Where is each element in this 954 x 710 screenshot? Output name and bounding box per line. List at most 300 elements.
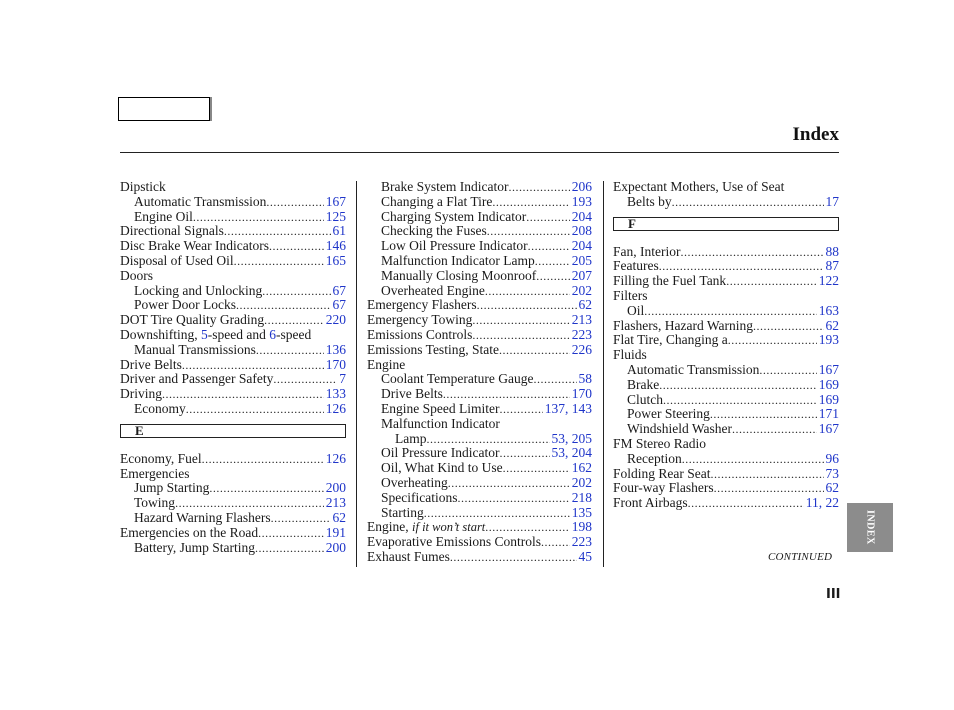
index-entry[interactable] <box>367 269 592 284</box>
index-entry[interactable] <box>120 343 346 358</box>
index-entry-label: Driving <box>120 387 162 402</box>
index-entry-label: Brake System Indicator <box>381 180 509 194</box>
page-link[interactable]: 67 <box>332 283 346 298</box>
dot-leader <box>536 269 570 284</box>
page-link[interactable]: 87 <box>825 259 839 274</box>
page-references <box>817 407 839 422</box>
index-entry[interactable] <box>613 481 839 496</box>
index-entry-label: Locking and Unlocking <box>134 283 263 298</box>
index-entry-label: Emergency Towing <box>367 313 473 328</box>
index-entry[interactable] <box>367 432 592 447</box>
dot-leader <box>175 496 324 511</box>
dot-leader <box>477 298 577 313</box>
index-entry[interactable] <box>120 313 346 328</box>
dot-leader <box>258 526 324 541</box>
page-references <box>817 363 839 378</box>
index-entry <box>120 180 346 195</box>
page-references <box>824 259 840 274</box>
dot-leader <box>236 298 331 313</box>
index-entry[interactable] <box>367 506 592 521</box>
page-link[interactable]: 53 <box>551 431 565 446</box>
index-entry[interactable] <box>120 254 346 269</box>
page-link[interactable]: 146 <box>325 239 346 254</box>
index-entry[interactable] <box>367 343 592 358</box>
index-entry[interactable] <box>613 245 839 260</box>
index-entry-label: Filling the Fuel Tank <box>613 274 727 289</box>
index-entry-label: Belts by <box>627 194 672 209</box>
page-references <box>577 298 593 313</box>
page-link[interactable]: 207 <box>571 268 592 283</box>
page-references: 53, 205 <box>551 431 592 446</box>
index-entry[interactable] <box>367 535 592 550</box>
page-link[interactable]: 191 <box>325 525 346 540</box>
page-references <box>570 180 592 195</box>
page-link[interactable]: 133 <box>325 387 346 402</box>
index-entry-label: Disc Brake Wear Indicators <box>120 239 269 254</box>
index-entry[interactable] <box>613 422 839 437</box>
index-entry[interactable] <box>367 520 592 535</box>
page-link[interactable]: 205 <box>571 253 592 268</box>
dot-leader <box>672 195 824 210</box>
dot-leader <box>234 254 324 269</box>
index-entry[interactable] <box>367 328 592 343</box>
index-entry-label: Directional Signals <box>120 224 224 239</box>
index-entry[interactable] <box>367 298 592 313</box>
page-link[interactable]: 45 <box>578 549 592 564</box>
index-entry-label: Engine, if it won’t start <box>367 520 486 535</box>
page-title: Index <box>792 124 839 145</box>
page-link[interactable]: 135 <box>571 505 592 520</box>
index-column-2 <box>367 180 592 565</box>
page-link[interactable]: 169 <box>818 377 839 392</box>
index-entry-label: Downshifting, 5-speed and 6-speed <box>120 327 312 342</box>
index-entry[interactable] <box>367 446 592 461</box>
index-entry[interactable] <box>367 284 592 299</box>
page-references <box>331 298 347 313</box>
dot-leader <box>269 239 324 254</box>
index-entry-label: Disposal of Used Oil <box>120 253 234 268</box>
index-entry[interactable] <box>613 274 839 289</box>
dot-leader <box>499 402 542 417</box>
page-link[interactable]: 170 <box>325 357 346 372</box>
index-entry-label: Automatic Transmission <box>627 362 760 377</box>
index-entry[interactable] <box>367 476 592 491</box>
page-link[interactable]: 223 <box>571 535 592 550</box>
index-entry-label: Emissions Controls <box>367 327 473 342</box>
index-entry-label: Oil <box>627 303 645 318</box>
index-entry[interactable] <box>367 550 592 565</box>
index-entry-label: Battery, Jump Starting <box>134 540 255 555</box>
page-references <box>817 304 839 319</box>
page-link[interactable]: 17 <box>825 194 839 209</box>
dot-leader <box>644 304 816 319</box>
page-link[interactable]: 202 <box>571 475 592 490</box>
index-entry-label: Low Oil Pressure Indicator <box>381 239 528 254</box>
dot-leader <box>753 319 824 334</box>
page-link[interactable]: 204 <box>571 209 592 224</box>
index-entry-label: Flat Tire, Changing a <box>613 333 728 348</box>
index-entry <box>120 467 346 482</box>
header-tab-box <box>118 97 210 121</box>
index-entry[interactable] <box>120 541 346 556</box>
dot-leader <box>202 452 324 467</box>
dot-leader <box>659 259 824 274</box>
index-entry-label: Economy, Fuel <box>120 451 202 466</box>
dot-leader <box>186 402 324 417</box>
page-link[interactable]: 223 <box>571 327 592 342</box>
index-entry[interactable] <box>120 210 346 225</box>
page-link[interactable]: 165 <box>325 253 346 268</box>
page-references <box>824 452 840 467</box>
page-references <box>570 387 592 402</box>
page-link[interactable]: 167 <box>818 422 839 437</box>
index-entry[interactable] <box>613 304 839 319</box>
index-entry-label: Dipstick <box>120 180 166 194</box>
index-entry[interactable] <box>120 239 346 254</box>
dot-leader <box>682 452 824 467</box>
page-link[interactable]: 96 <box>825 451 839 466</box>
page-link[interactable]: 22 <box>825 496 839 511</box>
dot-leader <box>503 461 570 476</box>
index-entry[interactable] <box>613 452 839 467</box>
index-entry-label: Manual Transmissions <box>134 342 256 357</box>
dot-leader <box>485 520 569 535</box>
dot-leader <box>728 333 817 348</box>
page-link[interactable]: 126 <box>325 401 346 416</box>
page-link[interactable]: 88 <box>825 244 839 259</box>
index-entry-label: Front Airbags <box>613 496 688 511</box>
page-references <box>824 481 840 496</box>
page-references <box>577 550 593 565</box>
page-references <box>817 393 839 408</box>
index-entry-label: Overheated Engine <box>381 283 485 298</box>
index-entry[interactable] <box>120 452 346 467</box>
dot-leader <box>487 224 570 239</box>
index-entry[interactable] <box>367 491 592 506</box>
dot-leader <box>534 372 577 387</box>
index-side-tab[interactable] <box>847 503 893 552</box>
dot-leader <box>526 210 570 225</box>
index-entry[interactable] <box>613 195 839 210</box>
index-letter-heading: E <box>120 424 346 438</box>
page-link[interactable]: 204 <box>571 446 592 461</box>
index-entry-label: Engine Oil <box>134 209 193 224</box>
page-references <box>331 284 347 299</box>
page-references <box>324 526 346 541</box>
side-tab-label: INDEX <box>864 510 876 545</box>
page-references <box>324 343 346 358</box>
page-link[interactable]: 58 <box>578 372 592 387</box>
page-link[interactable]: 208 <box>571 224 592 239</box>
page-link[interactable]: 126 <box>325 451 346 466</box>
page-references <box>570 520 592 535</box>
index-entry-label: Malfunction Indicator Lamp <box>381 253 535 268</box>
dot-leader <box>541 535 570 550</box>
index-entry-label: Power Steering <box>627 407 710 422</box>
index-entry-label: Jump Starting <box>134 481 210 496</box>
index-entry-label: Changing a Flat Tire <box>381 194 493 209</box>
page-references <box>570 284 592 299</box>
index-entry[interactable] <box>367 224 592 239</box>
index-entry <box>120 328 346 343</box>
page-link[interactable]: 213 <box>325 496 346 511</box>
page-link[interactable]: 202 <box>571 283 592 298</box>
page-references <box>331 511 347 526</box>
index-entry <box>613 180 839 195</box>
index-entry[interactable] <box>367 254 592 269</box>
page-references <box>817 274 839 289</box>
page-link[interactable]: 226 <box>571 342 592 357</box>
page-link[interactable]: 171 <box>818 407 839 422</box>
continued-label: CONTINUED <box>768 551 833 563</box>
index-entry[interactable] <box>613 496 839 511</box>
index-entry[interactable] <box>613 333 839 348</box>
index-entry <box>613 348 839 363</box>
page-references <box>570 506 592 521</box>
page-references <box>824 245 840 260</box>
index-column-3 <box>613 180 839 511</box>
dot-leader <box>508 180 569 195</box>
index-entry-label: Specifications <box>381 490 458 505</box>
page-link[interactable]: 143 <box>571 401 592 416</box>
dot-leader <box>680 245 823 260</box>
page-references <box>570 210 592 225</box>
page-link[interactable]: 213 <box>571 313 592 328</box>
page-references <box>824 467 840 482</box>
index-entry[interactable] <box>120 387 346 402</box>
index-entry-label: Fan, Interior <box>613 244 681 259</box>
page-references <box>570 254 592 269</box>
index-entry-label: Windshield Washer <box>627 422 732 437</box>
page-references <box>570 535 592 550</box>
page-references: 11, 22 <box>805 496 839 511</box>
index-entry[interactable] <box>367 180 592 195</box>
page-references <box>570 461 592 476</box>
page-link[interactable]: 53 <box>551 446 565 461</box>
page-references <box>324 358 346 373</box>
index-entry[interactable] <box>613 393 839 408</box>
page-references: 53, 204 <box>551 446 592 461</box>
index-entry[interactable] <box>120 526 346 541</box>
dot-leader <box>710 407 817 422</box>
index-entry-label: Doors <box>120 268 153 283</box>
index-entry-label: Engine <box>367 357 406 372</box>
dot-leader <box>759 363 816 378</box>
page-references <box>570 269 592 284</box>
page-references <box>824 195 840 210</box>
page-number: III <box>826 587 841 602</box>
page-link[interactable]: 162 <box>571 461 592 476</box>
dot-leader <box>162 387 324 402</box>
index-entry[interactable] <box>120 402 346 417</box>
index-entry[interactable] <box>120 481 346 496</box>
index-entry[interactable] <box>613 319 839 334</box>
page-references: 137, 143 <box>544 401 592 416</box>
page-references <box>824 319 840 334</box>
index-entry[interactable] <box>367 387 592 402</box>
page-link[interactable]: 200 <box>325 481 346 496</box>
page-link[interactable]: 163 <box>818 303 839 318</box>
index-entry[interactable] <box>120 298 346 313</box>
dot-leader <box>732 422 817 437</box>
index-entry-label: Hazard Warning Flashers <box>134 510 271 525</box>
index-entry-label: Filters <box>613 288 648 303</box>
dot-leader <box>264 313 324 328</box>
page-link[interactable]: 204 <box>571 239 592 254</box>
index-entry[interactable] <box>613 467 839 482</box>
index-entry <box>613 437 839 452</box>
index-entry <box>120 269 346 284</box>
index-entry-label: Fluids <box>613 348 647 363</box>
dot-leader <box>485 284 570 299</box>
column-divider <box>356 181 357 567</box>
dot-leader <box>255 541 324 556</box>
page-link[interactable]: 62 <box>332 510 346 525</box>
page-link[interactable]: 205 <box>571 431 592 446</box>
index-entry[interactable] <box>367 210 592 225</box>
dot-leader <box>688 496 804 511</box>
index-entry-label: Malfunction Indicator <box>381 416 500 431</box>
index-entry[interactable] <box>613 407 839 422</box>
page-link[interactable]: 7 <box>339 372 346 387</box>
page-references <box>570 328 592 343</box>
dot-leader <box>450 550 577 565</box>
dot-leader <box>499 446 549 461</box>
page-link[interactable]: 137 <box>544 401 565 416</box>
index-entry-label: Features <box>613 259 659 274</box>
page-link[interactable]: 62 <box>578 298 592 313</box>
index-entry <box>367 417 592 432</box>
page-link[interactable]: 62 <box>825 318 839 333</box>
page-link[interactable]: 220 <box>325 313 346 328</box>
title-rule <box>120 152 839 153</box>
index-entry[interactable] <box>367 461 592 476</box>
index-entry[interactable] <box>367 402 592 417</box>
dot-leader <box>663 393 817 408</box>
page-link[interactable]: 170 <box>571 387 592 402</box>
index-entry-label: Flashers, Hazard Warning <box>613 318 753 333</box>
dot-leader <box>528 239 570 254</box>
dot-leader <box>182 358 324 373</box>
index-entry-label: FM Stereo Radio <box>613 436 706 451</box>
index-column-1 <box>120 180 346 555</box>
index-entry[interactable] <box>613 259 839 274</box>
index-entry[interactable] <box>613 378 839 393</box>
index-entry-label: Oil, What Kind to Use <box>381 461 503 476</box>
dot-leader <box>209 481 323 496</box>
page-references <box>324 452 346 467</box>
page-link[interactable]: 61 <box>332 224 346 239</box>
index-letter-heading: F <box>613 217 839 231</box>
page-references <box>324 239 346 254</box>
dot-leader <box>492 195 569 210</box>
index-entry-label: Brake <box>627 377 660 392</box>
dot-leader <box>711 467 824 482</box>
index-entry-label: Charging System Indicator <box>381 209 527 224</box>
index-entry-label: Coolant Temperature Gauge <box>381 372 534 387</box>
index-entry-label: Economy <box>134 401 186 416</box>
page-link[interactable]: 193 <box>818 333 839 348</box>
page-link[interactable]: 62 <box>825 481 839 496</box>
index-entry-label: Emissions Testing, State <box>367 342 499 357</box>
page-link[interactable]: 169 <box>818 392 839 407</box>
page-link[interactable]: 67 <box>332 298 346 313</box>
page-link[interactable]: 193 <box>571 194 592 209</box>
index-entry[interactable] <box>120 358 346 373</box>
dot-leader <box>535 254 570 269</box>
index-entry-label: Automatic Transmission <box>134 194 267 209</box>
page-link[interactable]: 167 <box>325 194 346 209</box>
page-link[interactable]: 218 <box>571 490 592 505</box>
index-entry-label: Drive Belts <box>381 387 443 402</box>
page-link[interactable]: 11 <box>805 496 819 511</box>
index-entry-label: Lamp <box>395 431 427 446</box>
index-entry-label: Evaporative Emissions Controls <box>367 535 541 550</box>
index-entry[interactable] <box>120 195 346 210</box>
page-references <box>817 378 839 393</box>
index-entry[interactable] <box>367 372 592 387</box>
page-link[interactable]: 125 <box>325 209 346 224</box>
page-link[interactable]: 136 <box>325 342 346 357</box>
index-entry-label: Four-way Flashers <box>613 481 714 496</box>
index-entry-italic-note: if it won’t start <box>412 520 486 535</box>
index-entry[interactable] <box>120 496 346 511</box>
dot-leader <box>714 481 824 496</box>
index-entry-label: Expectant Mothers, Use of Seat <box>613 180 785 194</box>
index-entry[interactable] <box>367 313 592 328</box>
index-entry[interactable] <box>120 224 346 239</box>
index-entry[interactable] <box>367 195 592 210</box>
dot-leader <box>224 224 331 239</box>
dot-leader <box>472 313 569 328</box>
page-references <box>570 313 592 328</box>
index-entry-label: Exhaust Fumes <box>367 549 450 564</box>
index-entry-label: Drive Belts <box>120 357 182 372</box>
page-references <box>324 402 346 417</box>
page-references <box>570 491 592 506</box>
dot-leader <box>726 274 817 289</box>
page-references <box>324 481 346 496</box>
page-link[interactable]: 167 <box>818 362 839 377</box>
index-entry <box>367 358 592 373</box>
dot-leader <box>427 432 550 447</box>
index-entry[interactable] <box>120 372 346 387</box>
index-entry[interactable] <box>367 239 592 254</box>
page-link[interactable]: 198 <box>571 520 592 535</box>
index-entry <box>613 289 839 304</box>
dot-leader <box>193 210 324 225</box>
index-entry-label: Power Door Locks <box>134 298 236 313</box>
index-entry[interactable] <box>613 363 839 378</box>
page-link[interactable]: 200 <box>325 540 346 555</box>
page-link[interactable]: 73 <box>825 466 839 481</box>
index-entry-label: Oil Pressure Indicator <box>381 446 500 461</box>
index-entry[interactable] <box>120 511 346 526</box>
page-link[interactable]: 206 <box>571 180 592 194</box>
index-entry-label: Starting <box>381 505 424 520</box>
page-references <box>570 476 592 491</box>
page-references <box>577 372 593 387</box>
index-entry[interactable] <box>120 284 346 299</box>
page-references <box>337 372 346 387</box>
column-divider <box>603 181 604 567</box>
index-entry-label: Emergencies <box>120 466 190 481</box>
page-link[interactable]: 122 <box>818 274 839 289</box>
page-references <box>324 496 346 511</box>
dot-leader <box>499 343 570 358</box>
dot-leader <box>256 343 324 358</box>
index-entry-label: Emergency Flashers <box>367 298 477 313</box>
